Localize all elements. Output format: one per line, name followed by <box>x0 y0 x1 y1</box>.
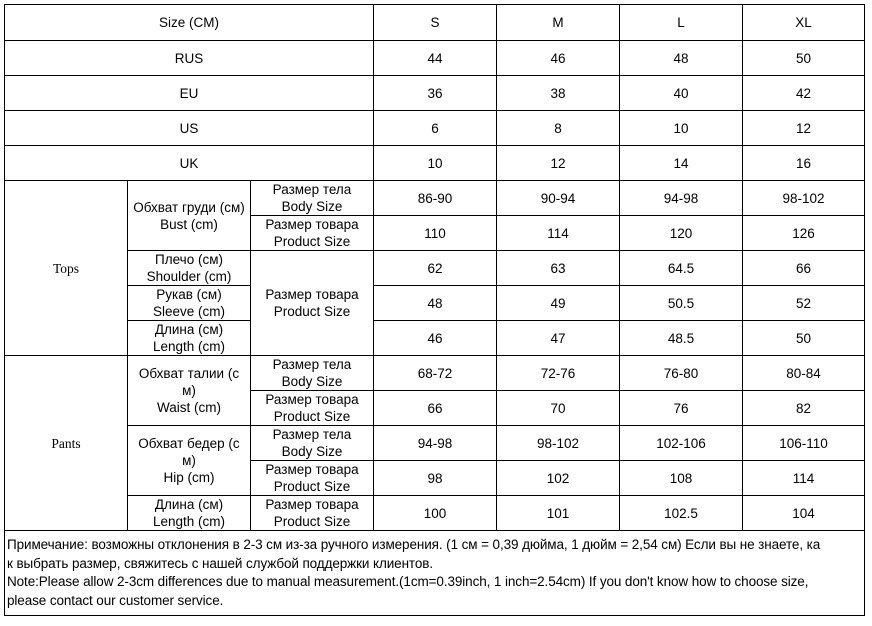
table-row-eu <box>5 76 865 111</box>
table-cell: 90-94 <box>497 181 620 216</box>
table-cell: 66 <box>374 391 497 426</box>
row-label-us: US <box>5 111 374 146</box>
note-en-line: Note:Please allow 2-3cm differences due to manual measurement.(1cm=0.39inch, 1 inch=2.54cm) If you don't know how to choose size, <box>7 574 809 589</box>
table-cell: 86-90 <box>374 181 497 216</box>
table-cell: 6 <box>374 111 497 146</box>
type-label-product-size: Размер товара Product Size <box>251 391 374 426</box>
table-cell: 12 <box>743 111 865 146</box>
note-row <box>5 531 865 616</box>
measure-label-pants-length: Длина (см) Length (cm) <box>128 496 251 531</box>
table-row-rus <box>5 41 865 76</box>
table-cell: 80-84 <box>743 356 865 391</box>
table-cell: 10 <box>620 111 743 146</box>
type-label-product-size: Размер товара Product Size <box>251 496 374 531</box>
table-cell: 36 <box>374 76 497 111</box>
table-cell: 68-72 <box>374 356 497 391</box>
measure-label-sleeve: Рукав (см) Sleeve (cm) <box>128 286 251 321</box>
measure-label-shoulder: Плечо (см) Shoulder (cm) <box>128 251 251 286</box>
row-label-rus: RUS <box>5 41 374 76</box>
table-cell: 40 <box>620 76 743 111</box>
type-label-product-size: Размер товара Product Size <box>251 461 374 496</box>
table-cell: 94-98 <box>374 426 497 461</box>
table-cell: 12 <box>497 146 620 181</box>
table-cell: 10 <box>374 146 497 181</box>
table-cell: 110 <box>374 216 497 251</box>
size-header-cell: Size (CM) <box>5 5 374 41</box>
type-label-product-size: Размер товара Product Size <box>251 251 374 356</box>
row-label-eu: EU <box>5 76 374 111</box>
table-cell: 98-102 <box>497 426 620 461</box>
table-row-tops-shoulder <box>5 251 865 286</box>
table-row-pants-hip-body <box>5 426 865 461</box>
table-cell: 102.5 <box>620 496 743 531</box>
table-cell: 47 <box>497 321 620 356</box>
size-chart-table <box>4 4 865 616</box>
table-cell: 98-102 <box>743 181 865 216</box>
table-cell: 50 <box>743 41 865 76</box>
table-cell: 8 <box>497 111 620 146</box>
row-label-uk: UK <box>5 146 374 181</box>
table-row-tops-bust-body <box>5 181 865 216</box>
table-cell: 66 <box>743 251 865 286</box>
table-cell: 101 <box>497 496 620 531</box>
table-cell: 64.5 <box>620 251 743 286</box>
size-col-l: L <box>620 5 743 41</box>
type-label-body-size: Размер тела Body Size <box>251 181 374 216</box>
note-ru-line: Примечание: возможны отклонения в 2-3 см из-за ручного измерения. (1 см = 0,39 дюйма, 1 дюйм = 2,54 см) Если вы не знаете, ка <box>7 537 821 552</box>
size-col-xl: XL <box>743 5 865 41</box>
size-col-s: S <box>374 5 497 41</box>
type-label-body-size: Размер тела Body Size <box>251 356 374 391</box>
table-cell: 104 <box>743 496 865 531</box>
table-cell: 48 <box>374 286 497 321</box>
table-cell: 48.5 <box>620 321 743 356</box>
measure-label-hip: Обхват бедер (с м) Hip (cm) <box>128 426 251 496</box>
table-cell: 49 <box>497 286 620 321</box>
table-cell: 63 <box>497 251 620 286</box>
table-cell: 38 <box>497 76 620 111</box>
header-row <box>5 5 865 41</box>
measure-label-bust: Обхват груди (см) Bust (cm) <box>128 181 251 251</box>
table-row-pants-waist-body <box>5 356 865 391</box>
table-cell: 120 <box>620 216 743 251</box>
table-cell: 100 <box>374 496 497 531</box>
table-cell: 16 <box>743 146 865 181</box>
note-en-line: please contact our customer service. <box>7 592 224 608</box>
table-cell: 70 <box>497 391 620 426</box>
pants-group-label: Pants <box>5 356 128 531</box>
table-cell: 98 <box>374 461 497 496</box>
table-cell: 126 <box>743 216 865 251</box>
table-cell: 108 <box>620 461 743 496</box>
table-row-pants-length <box>5 496 865 531</box>
size-col-m: M <box>497 5 620 41</box>
table-row-tops-length <box>5 321 865 356</box>
table-cell: 50 <box>743 321 865 356</box>
table-cell: 102-106 <box>620 426 743 461</box>
table-cell: 114 <box>743 461 865 496</box>
table-cell: 50.5 <box>620 286 743 321</box>
type-label-product-size: Размер товара Product Size <box>251 216 374 251</box>
table-cell: 46 <box>374 321 497 356</box>
table-row-uk <box>5 146 865 181</box>
table-cell: 48 <box>620 41 743 76</box>
measure-label-length: Длина (см) Length (cm) <box>128 321 251 356</box>
table-cell: 52 <box>743 286 865 321</box>
table-cell: 114 <box>497 216 620 251</box>
table-cell: 106-110 <box>743 426 865 461</box>
measure-label-waist: Обхват талии (с м) Waist (cm) <box>128 356 251 426</box>
note-ru-line: к выбрать размер, свяжитесь с нашей службой поддержки клиентов. <box>7 555 433 571</box>
table-cell: 44 <box>374 41 497 76</box>
table-cell: 46 <box>497 41 620 76</box>
table-cell: 62 <box>374 251 497 286</box>
table-cell: 42 <box>743 76 865 111</box>
table-cell: 76-80 <box>620 356 743 391</box>
table-cell: 72-76 <box>497 356 620 391</box>
table-cell: 76 <box>620 391 743 426</box>
table-cell: 14 <box>620 146 743 181</box>
size-chart <box>4 4 865 616</box>
table-row-tops-sleeve <box>5 286 865 321</box>
tops-group-label: Tops <box>5 181 128 356</box>
measurement-note <box>5 531 865 616</box>
table-cell: 82 <box>743 391 865 426</box>
table-row-us <box>5 111 865 146</box>
type-label-body-size: Размер тела Body Size <box>251 426 374 461</box>
table-cell: 94-98 <box>620 181 743 216</box>
table-cell: 102 <box>497 461 620 496</box>
